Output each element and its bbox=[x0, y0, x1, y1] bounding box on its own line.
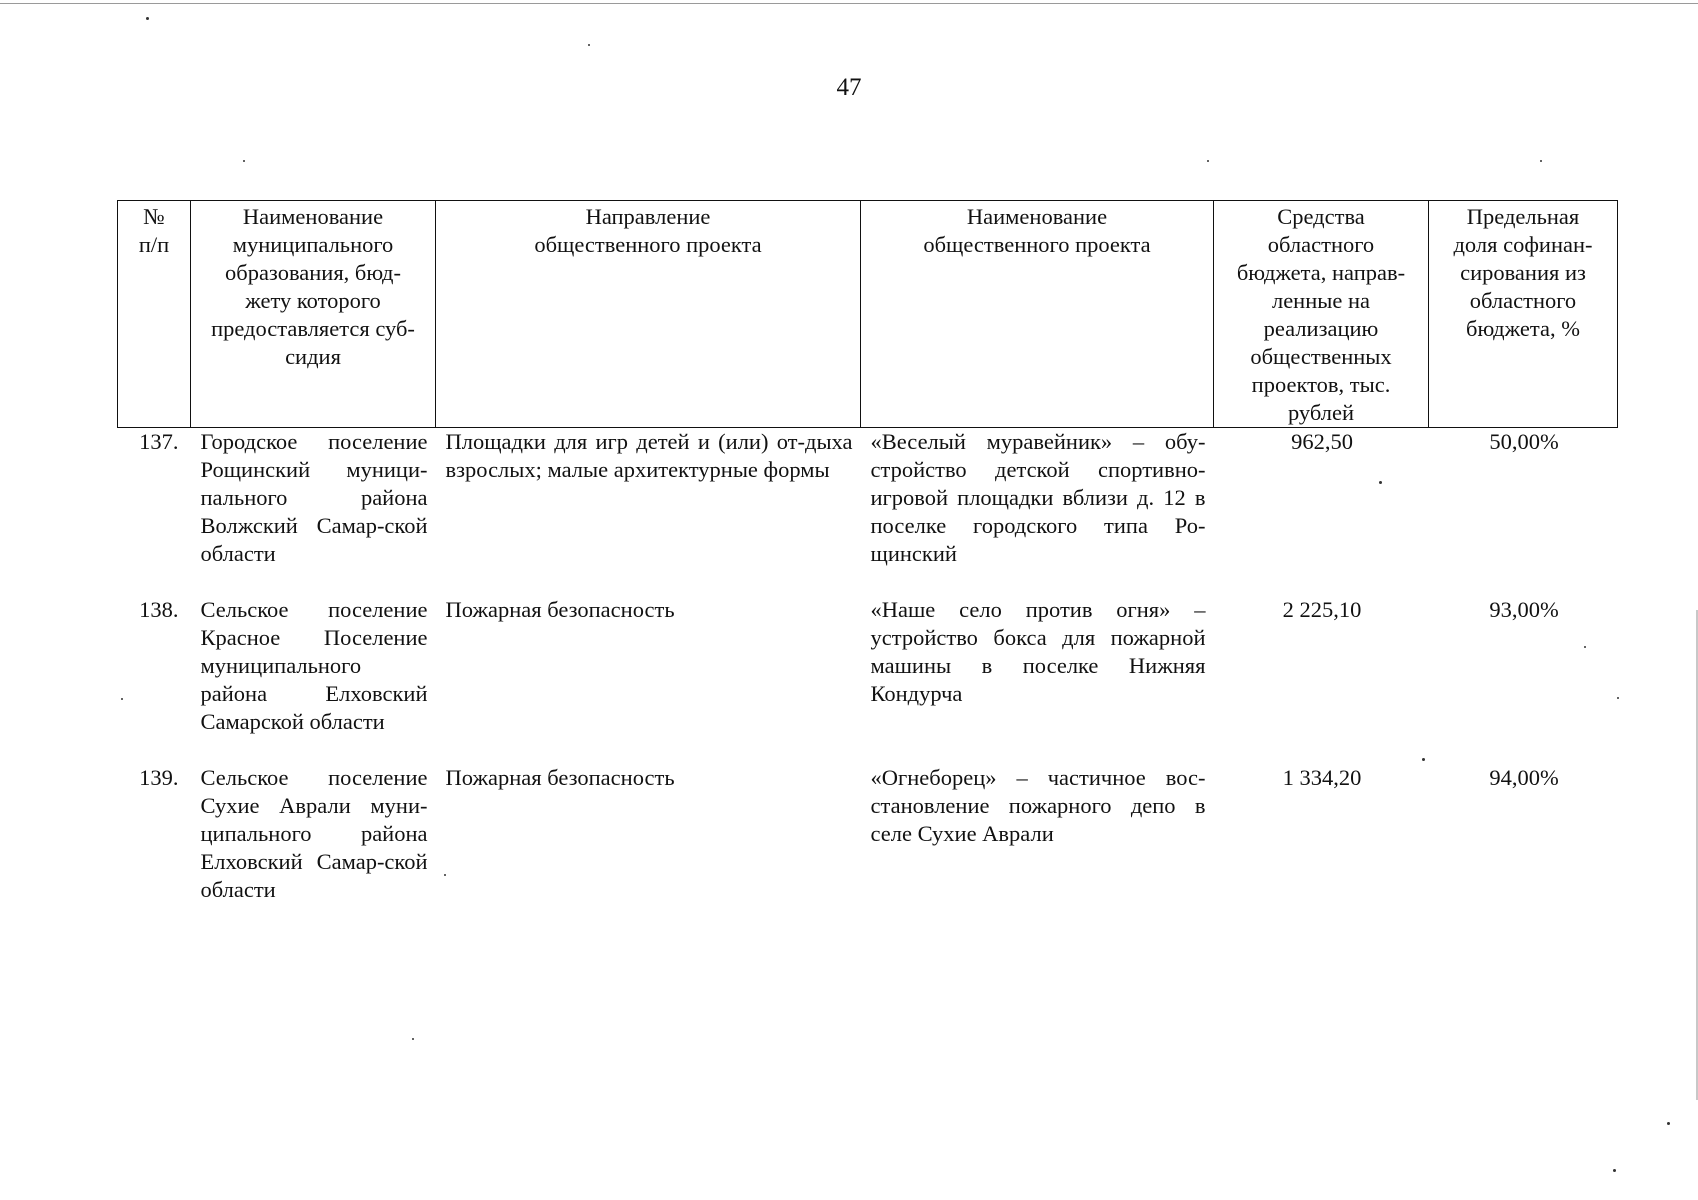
row-funds: 962,50 bbox=[1291, 429, 1353, 454]
header-number: № п/п bbox=[118, 201, 191, 428]
header-municipality: Наименование муниципального образования, бюд- жету которого предоставляется суб- сидия bbox=[191, 201, 436, 428]
row-share: 94,00% bbox=[1489, 765, 1559, 790]
row-share: 93,00% bbox=[1489, 597, 1559, 622]
scan-speck bbox=[1422, 758, 1425, 761]
row-number: 138. bbox=[139, 597, 179, 622]
row-project-name: «Огнеборец» – частичное вос-становление пожарного депо в селе Сухие Аврали bbox=[870, 765, 1206, 846]
page-number: 47 bbox=[836, 74, 862, 101]
row-project-name: «Наше село против огня» – устройство бокса для пожарной машины в поселке Нижняя Кондурча bbox=[870, 597, 1206, 706]
row-direction: Площадки для игр детей и (или) от-дыха взрослых; малые архитектурные формы bbox=[445, 429, 853, 482]
scan-speck bbox=[1613, 1169, 1616, 1172]
subsidy-table bbox=[117, 200, 1618, 932]
header-direction: Направление общественного проекта bbox=[436, 201, 861, 428]
table-row bbox=[118, 596, 1618, 764]
table-row bbox=[118, 428, 1618, 597]
table-header-row bbox=[118, 201, 1618, 428]
scan-speck bbox=[243, 160, 245, 162]
header-share: Предельная доля софинан- сирования из областного бюджета, % bbox=[1429, 201, 1618, 428]
row-direction: Пожарная безопасность bbox=[445, 765, 675, 790]
row-municipality: Сельское поселение Красное Поселение муниципального района Елховский Самарской области bbox=[200, 597, 428, 734]
header-funds: Средства областного бюджета, направ- ленные на реализацию общественных проектов, тыс. рублей bbox=[1214, 201, 1429, 428]
row-share: 50,00% bbox=[1489, 429, 1559, 454]
scan-speck bbox=[1584, 646, 1586, 648]
row-municipality: Сельское поселение Сухие Аврали муни-ципального района Елховский Самар-ской области bbox=[200, 765, 428, 902]
scan-speck bbox=[121, 698, 123, 700]
scan-speck bbox=[412, 1038, 414, 1040]
scan-speck bbox=[1379, 481, 1382, 484]
header-project-name: Наименование общественного проекта bbox=[861, 201, 1214, 428]
scan-speck bbox=[1540, 160, 1542, 162]
table-row bbox=[118, 764, 1618, 932]
row-municipality: Городское поселение Рощинский муници-пального района Волжский Самар-ской области bbox=[200, 429, 428, 566]
scan-speck bbox=[1617, 697, 1619, 699]
row-funds: 1 334,20 bbox=[1282, 765, 1362, 790]
scan-speck bbox=[1667, 1122, 1670, 1125]
scan-speck bbox=[588, 44, 590, 46]
row-direction: Пожарная безопасность bbox=[445, 597, 675, 622]
scan-top-edge bbox=[0, 0, 1698, 4]
row-project-name: «Веселый муравейник» – обу-стройство детской спортивно-игровой площадки вблизи д. 12 в поселке городского типа Ро-щинский bbox=[870, 429, 1206, 566]
row-funds: 2 225,10 bbox=[1282, 597, 1362, 622]
scan-speck bbox=[444, 874, 446, 876]
row-number: 137. bbox=[139, 429, 179, 454]
scan-speck bbox=[1207, 160, 1209, 162]
scan-speck bbox=[146, 17, 149, 20]
row-number: 139. bbox=[139, 765, 179, 790]
